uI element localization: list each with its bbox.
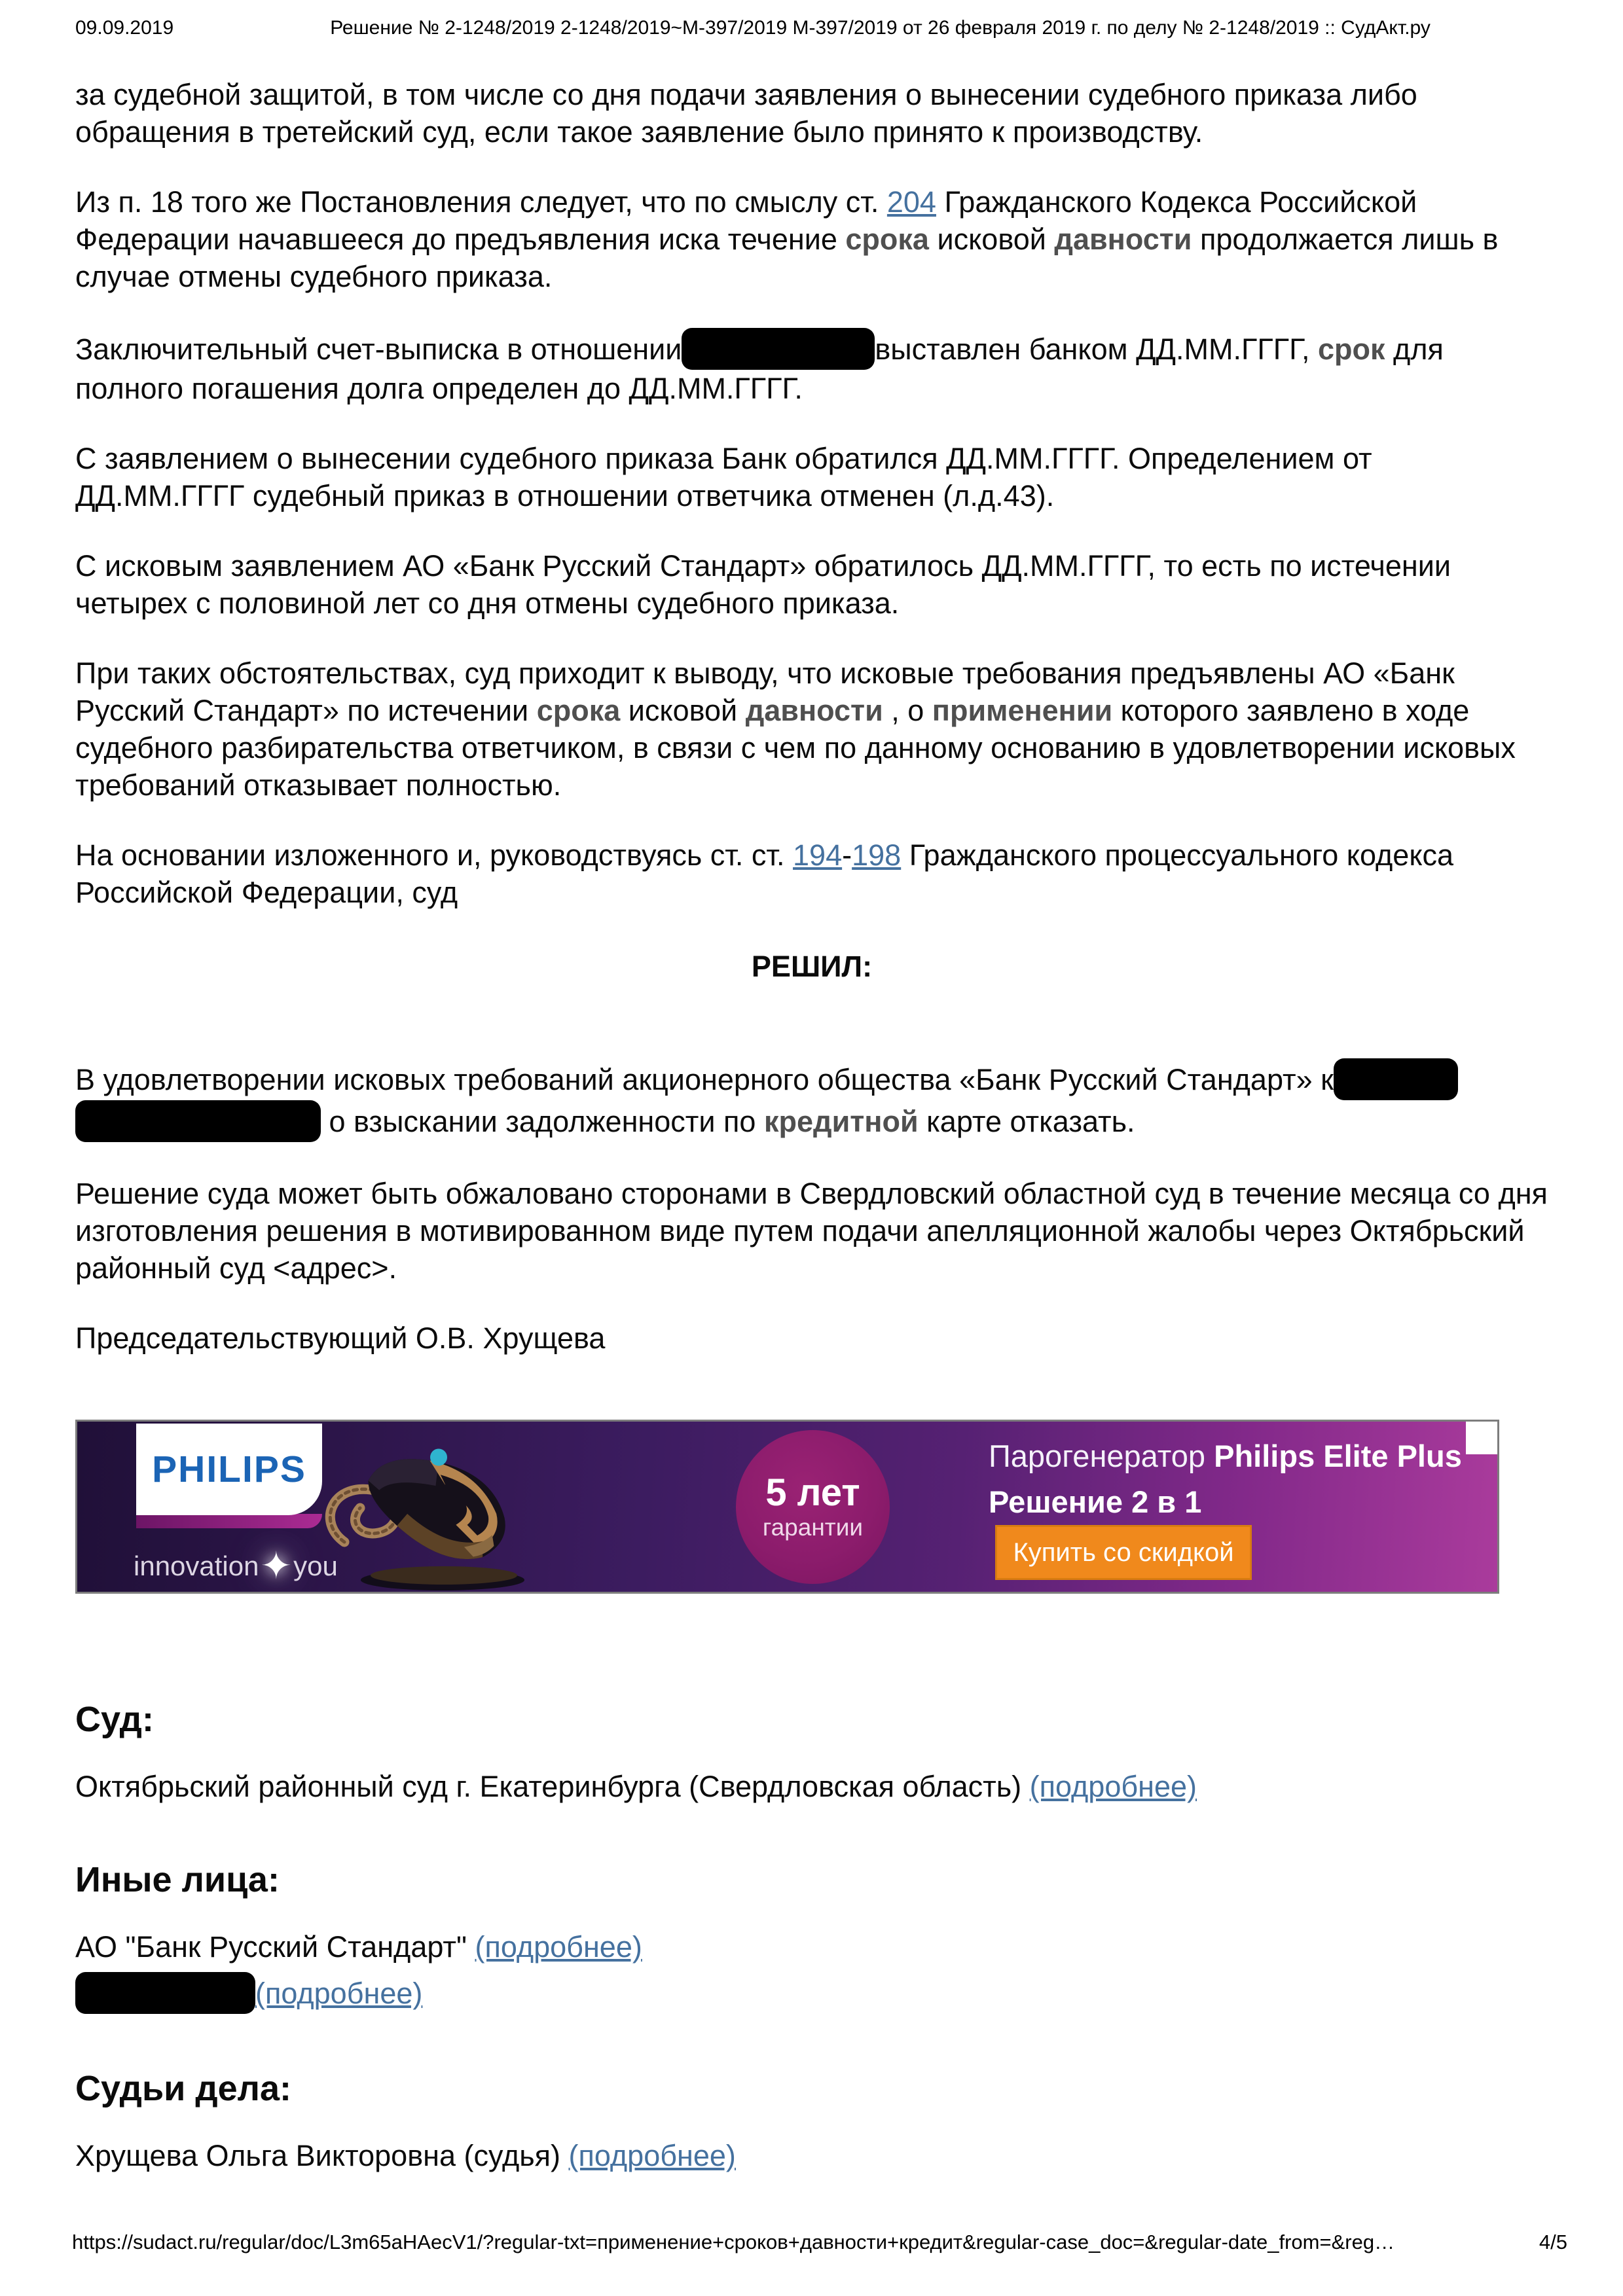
court-details-link[interactable]: (подробнее) — [1029, 1770, 1197, 1803]
print-date: 09.09.2019 — [75, 17, 174, 39]
body-text: Заключительный счет-выписка в отношении — [75, 332, 682, 366]
body-text: С исковым заявлением АО «Банк Русский Стандарт» обратилось ДД.ММ.ГГГГ, то есть по истечении четырех с половиной лет со дня отмены судебного приказа. — [75, 549, 1451, 620]
party-name: АО "Банк Русский Стандарт" — [75, 1930, 475, 1964]
philips-logo-strip — [136, 1514, 322, 1528]
page-title: Решение № 2-1248/2019 2-1248/2019~М-397/2019 М-397/2019 от 26 февраля 2019 г. по делу № 2-1248/2019 :: СудАкт.ру — [330, 17, 1431, 39]
warranty-badge — [736, 1430, 890, 1584]
buy-with-discount-button[interactable]: Купить со скидкой — [995, 1525, 1252, 1580]
paragraph — [75, 1175, 1548, 1287]
paragraph — [75, 1319, 1548, 1357]
warranty-years: 5 лет — [765, 1471, 860, 1514]
party-item — [75, 1972, 1548, 2014]
ad-headline-bold: Philips Elite Plus — [1214, 1439, 1462, 1473]
body-text: о взыскании задолженности по — [321, 1105, 764, 1138]
section-heading-judges: Судьи дела: — [75, 2069, 291, 2108]
judge-name: Хрущева Ольга Викторовна (судья) — [75, 2139, 569, 2172]
ad-headline-line1 — [989, 1437, 1462, 1475]
section-heading-court: Суд: — [75, 1700, 154, 1739]
paragraph — [75, 547, 1548, 622]
body-text: Гражданского процессуального кодекса Российской Федерации, суд — [75, 838, 1454, 909]
judge-details-link[interactable]: (подробнее) — [568, 2139, 736, 2172]
philips-wordmark: PHILIPS — [152, 1448, 306, 1490]
article-204-link[interactable]: 204 — [886, 185, 936, 219]
ad-headline-regular: Парогенератор — [989, 1439, 1214, 1473]
paragraph — [75, 328, 1548, 407]
body-text: исковой — [620, 694, 746, 727]
ad-corner-notch[interactable] — [1466, 1422, 1497, 1454]
body-text: , о — [883, 694, 932, 727]
article-194-link[interactable]: 194 — [793, 838, 843, 872]
print-header — [75, 17, 1548, 39]
party-item — [75, 1930, 642, 1964]
body-text: Гражданского Кодекса Российской Федерации начавшееся до предъявления иска течение — [75, 185, 1417, 256]
body-text: Решение суда может быть обжаловано сторонами в Свердловский областной суд в течение месяца со дня изготовления решения в мотивированном виде путем подачи апелляционной жалобы через Октябрьский районный суд <адрес>. — [75, 1177, 1548, 1285]
party-details-link[interactable]: (подробнее) — [255, 1977, 423, 2010]
court-line — [75, 1768, 1548, 1805]
redacted-text — [75, 1972, 255, 2014]
body-text: - — [842, 838, 852, 872]
body-text: При таких обстоятельствах, суд приходит к выводу, что исковые требования предъявлены АО «Банк Русский Стандарт» по истечении — [75, 656, 1455, 727]
body-text: которого заявлено в ходе судебного разбирательства ответчиком, в связи с чем по данному основанию в удовлетворении исковых требований отказывает полностью. — [75, 694, 1516, 802]
body-text: за судебной защитой, в том числе со дня подачи заявления о вынесении судебного приказа либо обращения в третейский суд, если такое заявление было принято к производству. — [75, 78, 1417, 149]
philips-tagline: innovation ✦ you — [134, 1545, 338, 1587]
paragraph — [75, 183, 1548, 295]
search-term-highlight: кредитной — [763, 1105, 919, 1138]
resolution-heading: РЕШИЛ: — [751, 950, 873, 983]
philips-logo-shield — [136, 1424, 322, 1515]
body-text: В удовлетворении исковых требований акционерного общества «Банк Русский Стандарт» к — [75, 1063, 1334, 1096]
search-term-highlight: давности — [1054, 223, 1192, 256]
other-parties-list — [75, 1928, 1548, 2014]
judge-line — [75, 2137, 1548, 2174]
paragraph — [75, 1058, 1548, 1142]
body-text: продолжается лишь в случае отмены судебного приказа. — [75, 223, 1499, 293]
ad-headline — [989, 1437, 1462, 1521]
source-url: https://sudact.ru/regular/doc/L3m65aHAecV1/?regular-txt=применение+сроков+давности+кредит&regular-case_doc=&regular-date_from=&reg… — [72, 2231, 1395, 2253]
redacted-text — [1334, 1058, 1458, 1100]
ad-subheadline: Решение 2 в 1 — [989, 1484, 1202, 1519]
paragraph — [75, 836, 1548, 911]
page-number: 4/5 — [1539, 2231, 1567, 2253]
party-details-link[interactable]: (подробнее) — [475, 1930, 642, 1964]
body-text: карте отказать. — [918, 1105, 1135, 1138]
search-term-highlight: срок — [1317, 332, 1385, 366]
tagline-text: innovation — [134, 1551, 259, 1581]
redacted-text — [75, 1100, 321, 1142]
steam-generator-image — [305, 1424, 536, 1592]
search-term-highlight: применении — [932, 694, 1113, 727]
section-heading-other-parties: Иные лица: — [75, 1860, 280, 1899]
warranty-label: гарантии — [762, 1513, 864, 1541]
print-footer — [72, 2231, 1567, 2254]
philips-logo — [136, 1424, 322, 1528]
redacted-text — [682, 328, 875, 370]
document-content — [75, 76, 1548, 2207]
search-term-highlight: давности — [745, 694, 883, 727]
paragraph — [75, 655, 1548, 804]
body-text: На основании изложенного и, руководствуясь ст. ст. — [75, 838, 793, 872]
paragraph — [75, 76, 1548, 151]
body-text: исковой — [928, 223, 1055, 256]
body-text: Председательствующий О.В. Хрущева — [75, 1321, 606, 1355]
body-text: Из п. 18 того же Постановления следует, что по смыслу ст. — [75, 185, 887, 219]
philips-ad-banner[interactable] — [75, 1420, 1499, 1594]
article-198-link[interactable]: 198 — [852, 838, 902, 872]
search-term-highlight: срока — [845, 223, 929, 256]
paragraph — [75, 440, 1548, 514]
court-name: Октябрьский районный суд г. Екатеринбурга (Свердловская область) — [75, 1770, 1030, 1803]
body-text: С заявлением о вынесении судебного приказа Банк обратился ДД.ММ.ГГГГ. Определением от ДД.ММ.ГГГГ судебный приказ в отношении ответчика отменен (л.д.43). — [75, 442, 1372, 512]
body-text: для полного погашения долга определен до ДД.ММ.ГГГГ. — [75, 332, 1444, 405]
body-text: выставлен банком ДД.ММ.ГГГГ, — [875, 332, 1318, 366]
search-term-highlight: срока — [536, 694, 621, 727]
tagline-text: you — [293, 1551, 338, 1581]
